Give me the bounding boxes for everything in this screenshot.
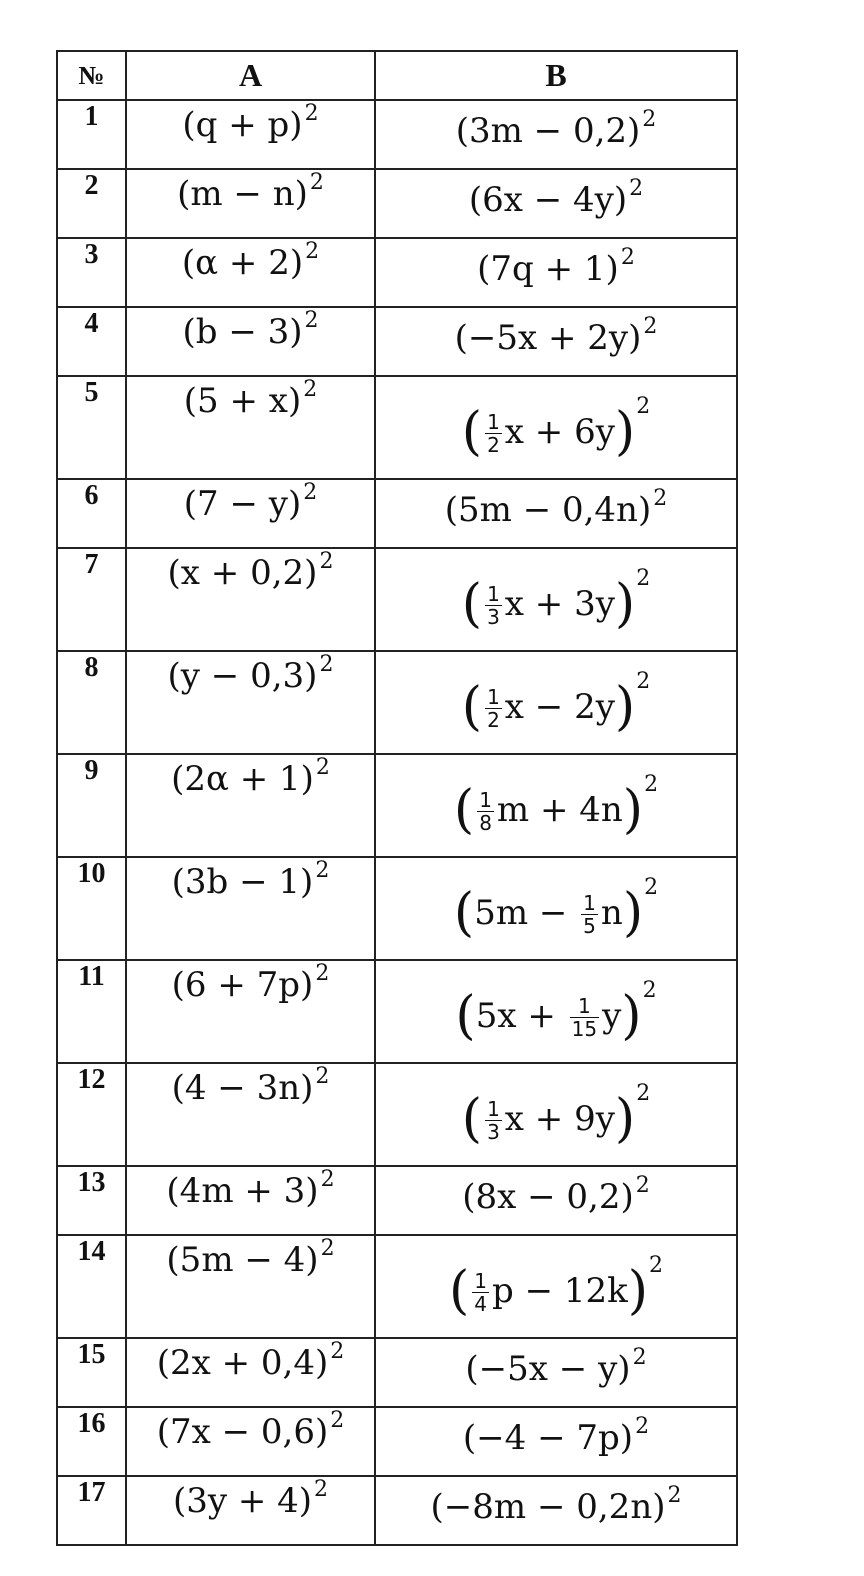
expression-a (126, 238, 375, 307)
row-number: 13 (57, 1166, 126, 1235)
fraction-numerator: 1 (474, 1269, 487, 1293)
table-row (57, 857, 737, 960)
expression-b (375, 1338, 737, 1407)
expression-b-base: (7q + 1) (477, 249, 619, 289)
exponent: 2 (330, 1339, 345, 1364)
fraction-numerator: 1 (487, 685, 500, 709)
table-row (57, 651, 737, 754)
row-number: 9 (57, 754, 126, 857)
expression-a-base: (4m + 3) (166, 1171, 319, 1211)
fraction (485, 686, 502, 731)
expression-a (126, 548, 375, 651)
paren-close: ) (614, 401, 636, 462)
fraction-denominator: 3 (487, 605, 500, 629)
expression-a-base: (3b − 1) (171, 862, 314, 902)
paren-open: ( (461, 1088, 483, 1149)
header-column-b: B (375, 51, 737, 100)
expression-b-base: (−8m − 0,2n) (430, 1487, 666, 1527)
row-number: 14 (57, 1235, 126, 1338)
expression-a-base: (5 + x) (183, 381, 302, 421)
expression-b (375, 960, 737, 1063)
row-number: 5 (57, 376, 126, 479)
expression-b (375, 1235, 737, 1338)
expression-b-prefix: 5m − (474, 892, 579, 933)
exponent: 2 (636, 1080, 651, 1106)
row-number: 16 (57, 1407, 126, 1476)
exponent: 2 (309, 170, 324, 195)
expression-b-suffix: m + 4n (496, 789, 623, 830)
paren-open: ( (461, 573, 483, 634)
expression-b-suffix: x − 2y (504, 686, 615, 727)
expression-b-base: (3m − 0,2) (455, 111, 641, 151)
exponent: 2 (315, 961, 330, 986)
row-number: 1 (57, 100, 126, 169)
exponent: 2 (635, 1173, 650, 1198)
expression-b-suffix: x + 9y (504, 1098, 615, 1139)
header-column-a: A (126, 51, 375, 100)
table-body (57, 100, 737, 1545)
expression-b (375, 1476, 737, 1545)
expression-a-base: (5m − 4) (166, 1240, 319, 1280)
exponent: 2 (304, 308, 319, 333)
expression-b-suffix: p − 12k (492, 1270, 628, 1311)
expression-a-base: (6 + 7p) (171, 965, 314, 1005)
expression-b-base: (−4 − 7p) (462, 1418, 634, 1458)
expression-a-base: (y − 0,3) (167, 656, 318, 696)
row-number: 15 (57, 1338, 126, 1407)
expression-a-base: (x + 0,2) (167, 553, 318, 593)
expression-b (375, 376, 737, 479)
fraction-denominator: 8 (479, 811, 492, 835)
table-row (57, 960, 737, 1063)
expression-b (375, 100, 737, 169)
table-row (57, 1407, 737, 1476)
table-row (57, 754, 737, 857)
fraction (485, 1098, 502, 1143)
table-row (57, 548, 737, 651)
exponent: 2 (642, 977, 657, 1003)
fraction-numerator: 1 (570, 995, 599, 1018)
expression-b (375, 1166, 737, 1235)
fraction-numerator: 1 (487, 410, 500, 434)
exponent: 2 (649, 1252, 664, 1278)
expression-a (126, 307, 375, 376)
table-row (57, 169, 737, 238)
fraction-denominator: 2 (487, 433, 500, 457)
paren-open: ( (455, 985, 476, 1046)
expression-b-suffix: x + 3y (504, 583, 615, 624)
expression-a (126, 754, 375, 857)
exponent: 2 (636, 393, 651, 419)
exponent: 2 (632, 1345, 647, 1370)
exponent: 2 (315, 858, 330, 883)
table-row (57, 1338, 737, 1407)
exponent: 2 (643, 314, 658, 339)
exponent: 2 (653, 486, 668, 511)
expression-b (375, 754, 737, 857)
expression-a (126, 1476, 375, 1545)
row-number: 3 (57, 238, 126, 307)
paren-close: ) (621, 985, 642, 1046)
row-number: 11 (57, 960, 126, 1063)
table-row (57, 238, 737, 307)
exponent: 2 (303, 480, 318, 505)
expression-b (375, 651, 737, 754)
row-number: 17 (57, 1476, 126, 1545)
expression-b-base: (−5x − y) (465, 1349, 631, 1389)
expression-a-base: (7x − 0,6) (156, 1412, 329, 1452)
expression-a (126, 376, 375, 479)
paren-open: ( (448, 1260, 470, 1321)
expression-b-base: (8x − 0,2) (462, 1177, 634, 1217)
row-number: 2 (57, 169, 126, 238)
row-number: 12 (57, 1063, 126, 1166)
row-number: 10 (57, 857, 126, 960)
exponent: 2 (320, 1167, 335, 1192)
paren-close: ) (622, 779, 644, 840)
paren-close: ) (622, 882, 644, 943)
fraction (485, 583, 502, 628)
fraction-denominator: 3 (487, 1120, 500, 1144)
fraction-denominator: 2 (487, 708, 500, 732)
fraction-denominator: 4 (474, 1292, 487, 1316)
fraction-numerator: 1 (487, 1097, 500, 1121)
expression-a (126, 169, 375, 238)
expression-b (375, 548, 737, 651)
expression-a (126, 651, 375, 754)
expression-b (375, 1063, 737, 1166)
expression-b-base: (6x − 4y) (468, 180, 628, 220)
paren-close: ) (614, 676, 636, 737)
expression-b-base: (−5x + 2y) (454, 318, 642, 358)
exponent: 2 (636, 668, 651, 694)
exercise-table (56, 50, 738, 1546)
exponent: 2 (304, 101, 319, 126)
exponent: 2 (314, 1477, 329, 1502)
row-number: 4 (57, 307, 126, 376)
expression-b-suffix: x + 6y (504, 411, 615, 452)
table-row (57, 1166, 737, 1235)
expression-a (126, 100, 375, 169)
fraction-denominator: 5 (583, 914, 596, 938)
fraction-numerator: 1 (583, 891, 596, 915)
expression-a (126, 960, 375, 1063)
fraction (485, 411, 502, 456)
table-row (57, 376, 737, 479)
paren-open: ( (461, 401, 483, 462)
expression-b (375, 307, 737, 376)
exponent: 2 (635, 1414, 650, 1439)
expression-a-base: (7 − y) (183, 484, 302, 524)
expression-a-base: (2α + 1) (171, 759, 314, 799)
expression-b-suffix: y (602, 995, 622, 1036)
expression-b (375, 857, 737, 960)
fraction (570, 995, 599, 1040)
expression-a-base: (4 − 3n) (171, 1068, 314, 1108)
fraction (477, 789, 494, 834)
expression-a (126, 1063, 375, 1166)
fraction (472, 1270, 489, 1315)
expression-b-prefix: 5x + (475, 995, 567, 1036)
exponent: 2 (315, 1064, 330, 1089)
expression-a (126, 1166, 375, 1235)
expression-a-base: (α + 2) (181, 243, 304, 283)
paren-close: ) (627, 1260, 649, 1321)
expression-a (126, 479, 375, 548)
exponent: 2 (644, 771, 659, 797)
expression-a (126, 1407, 375, 1476)
exponent: 2 (636, 565, 651, 591)
expression-a-base: (q + p) (182, 105, 303, 145)
expression-b (375, 238, 737, 307)
expression-b (375, 479, 737, 548)
fraction-denominator: 15 (571, 1017, 598, 1041)
exponent: 2 (305, 239, 320, 264)
paren-open: ( (453, 882, 475, 943)
table-row (57, 1235, 737, 1338)
exponent: 2 (667, 1483, 682, 1508)
expression-a (126, 1235, 375, 1338)
row-number: 8 (57, 651, 126, 754)
row-number: 7 (57, 548, 126, 651)
expression-a (126, 1338, 375, 1407)
exponent: 2 (629, 176, 644, 201)
expression-a (126, 857, 375, 960)
row-number: 6 (57, 479, 126, 548)
expression-a-base: (m − n) (177, 174, 308, 214)
exponent: 2 (330, 1408, 345, 1433)
fraction-numerator: 1 (479, 788, 492, 812)
expression-a-base: (2x + 0,4) (156, 1343, 329, 1383)
table-row (57, 307, 737, 376)
paren-open: ( (461, 676, 483, 737)
table-row (57, 479, 737, 548)
table-row (57, 1063, 737, 1166)
exponent: 2 (319, 652, 334, 677)
expression-b-base: (5m − 0,4n) (444, 490, 652, 530)
expression-b-suffix: n (600, 892, 623, 933)
header-number: № (57, 51, 126, 100)
header-row (57, 51, 737, 100)
expression-b (375, 1407, 737, 1476)
expression-b (375, 169, 737, 238)
exponent: 2 (315, 755, 330, 780)
expression-a-base: (3y + 4) (172, 1481, 313, 1521)
exponent: 2 (642, 107, 657, 132)
table-row (57, 100, 737, 169)
fraction-numerator: 1 (487, 582, 500, 606)
expression-a-base: (b − 3) (182, 312, 303, 352)
fraction (581, 892, 598, 937)
exponent: 2 (319, 549, 334, 574)
paren-open: ( (453, 779, 475, 840)
table-row (57, 1476, 737, 1545)
paren-close: ) (614, 573, 636, 634)
exponent: 2 (644, 874, 659, 900)
exponent: 2 (620, 245, 635, 270)
exponent: 2 (320, 1236, 335, 1261)
paren-close: ) (614, 1088, 636, 1149)
exponent: 2 (303, 377, 318, 402)
